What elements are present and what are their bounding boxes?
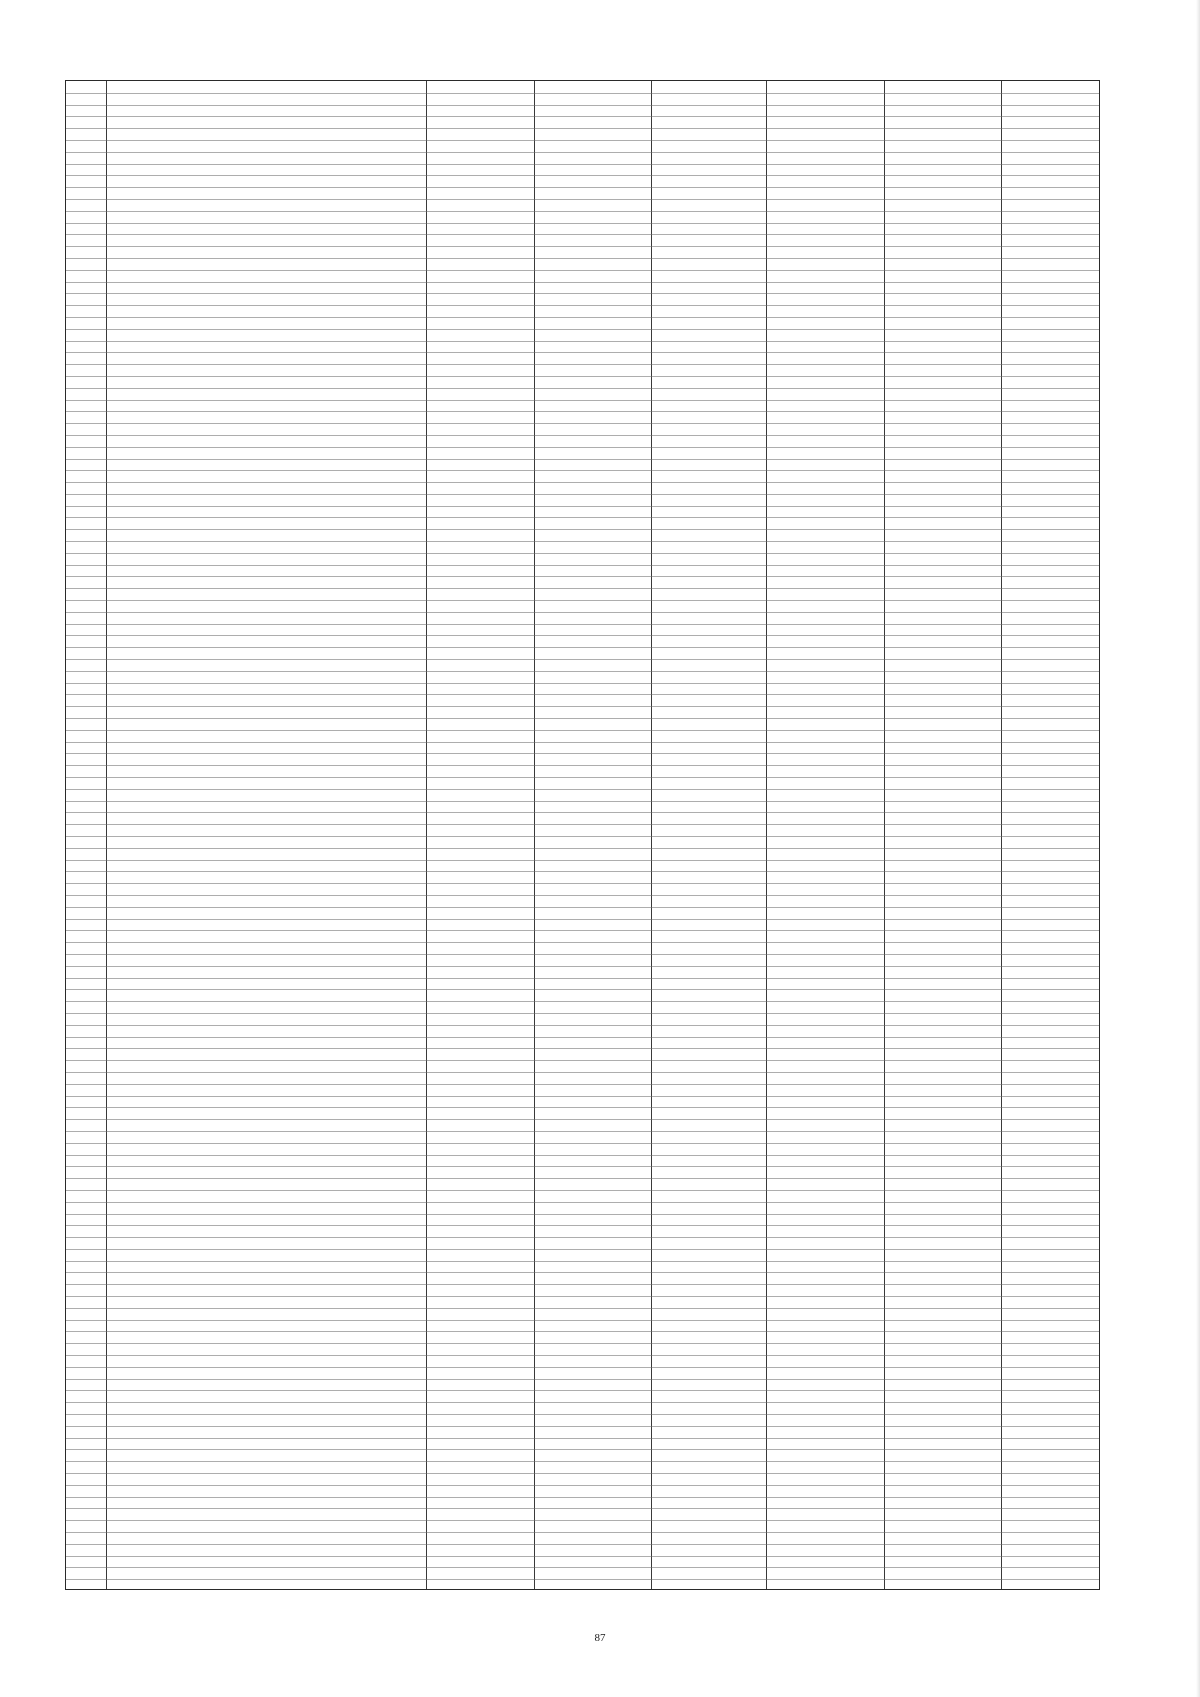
row-divider	[66, 1473, 1099, 1474]
row-divider	[66, 140, 1099, 141]
row-divider	[66, 576, 1099, 577]
row-divider	[66, 1060, 1099, 1061]
row-divider	[66, 258, 1099, 259]
column-divider	[426, 81, 427, 1589]
row-divider	[66, 1202, 1099, 1203]
row-divider	[66, 246, 1099, 247]
row-divider	[66, 1390, 1099, 1391]
row-divider	[66, 1166, 1099, 1167]
row-divider	[66, 1037, 1099, 1038]
row-divider	[66, 1237, 1099, 1238]
column-divider	[884, 81, 885, 1589]
row-divider	[66, 1107, 1099, 1108]
row-divider	[66, 1402, 1099, 1403]
row-divider	[66, 1025, 1099, 1026]
row-divider	[66, 588, 1099, 589]
table-sheet	[65, 80, 1100, 1590]
row-divider	[66, 376, 1099, 377]
row-divider	[66, 517, 1099, 518]
row-divider	[66, 1426, 1099, 1427]
row-divider	[66, 978, 1099, 979]
row-divider	[66, 1284, 1099, 1285]
row-divider	[66, 116, 1099, 117]
row-divider	[66, 1308, 1099, 1309]
row-divider	[66, 624, 1099, 625]
row-divider	[66, 871, 1099, 872]
row-divider	[66, 1296, 1099, 1297]
row-divider	[66, 506, 1099, 507]
row-divider	[66, 494, 1099, 495]
row-divider	[66, 966, 1099, 967]
row-divider	[66, 341, 1099, 342]
row-divider	[66, 305, 1099, 306]
row-divider	[66, 199, 1099, 200]
row-divider	[66, 1520, 1099, 1521]
column-divider	[1001, 81, 1002, 1589]
row-divider	[66, 742, 1099, 743]
row-divider	[66, 683, 1099, 684]
row-divider	[66, 470, 1099, 471]
row-divider	[66, 152, 1099, 153]
row-divider	[66, 777, 1099, 778]
scan-edge	[1196, 0, 1200, 1697]
row-divider	[66, 801, 1099, 802]
row-divider	[66, 423, 1099, 424]
row-divider	[66, 730, 1099, 731]
row-divider	[66, 1567, 1099, 1568]
row-divider	[66, 1143, 1099, 1144]
row-divider	[66, 989, 1099, 990]
row-divider	[66, 1084, 1099, 1085]
row-divider	[66, 706, 1099, 707]
row-divider	[66, 694, 1099, 695]
row-divider	[66, 647, 1099, 648]
row-divider	[66, 364, 1099, 365]
row-divider	[66, 388, 1099, 389]
column-divider	[534, 81, 535, 1589]
row-divider	[66, 211, 1099, 212]
row-divider	[66, 1497, 1099, 1498]
row-divider	[66, 282, 1099, 283]
row-divider	[66, 1072, 1099, 1073]
row-divider	[66, 1131, 1099, 1132]
row-divider	[66, 1214, 1099, 1215]
row-divider	[66, 860, 1099, 861]
row-divider	[66, 293, 1099, 294]
row-divider	[66, 1190, 1099, 1191]
row-divider	[66, 93, 1099, 94]
row-divider	[66, 1414, 1099, 1415]
row-divider	[66, 659, 1099, 660]
row-divider	[66, 1367, 1099, 1368]
row-divider	[66, 836, 1099, 837]
column-divider	[766, 81, 767, 1589]
row-divider	[66, 187, 1099, 188]
row-divider	[66, 824, 1099, 825]
row-divider	[66, 128, 1099, 129]
row-divider	[66, 919, 1099, 920]
row-divider	[66, 1048, 1099, 1049]
row-divider	[66, 1485, 1099, 1486]
row-divider	[66, 1261, 1099, 1262]
row-divider	[66, 1449, 1099, 1450]
row-divider	[66, 270, 1099, 271]
row-divider	[66, 883, 1099, 884]
column-divider	[106, 81, 107, 1589]
row-divider	[66, 459, 1099, 460]
row-divider	[66, 1119, 1099, 1120]
row-divider	[66, 482, 1099, 483]
row-divider	[66, 789, 1099, 790]
row-divider	[66, 635, 1099, 636]
row-divider	[66, 553, 1099, 554]
row-divider	[66, 1331, 1099, 1332]
row-divider	[66, 234, 1099, 235]
row-divider	[66, 848, 1099, 849]
row-divider	[66, 942, 1099, 943]
row-divider	[66, 447, 1099, 448]
row-divider	[66, 1343, 1099, 1344]
row-divider	[66, 1320, 1099, 1321]
row-divider	[66, 541, 1099, 542]
row-divider	[66, 600, 1099, 601]
row-divider	[66, 175, 1099, 176]
row-divider	[66, 765, 1099, 766]
row-divider	[66, 529, 1099, 530]
row-divider	[66, 1178, 1099, 1179]
row-divider	[66, 105, 1099, 106]
row-divider	[66, 223, 1099, 224]
row-divider	[66, 1225, 1099, 1226]
row-divider	[66, 612, 1099, 613]
row-divider	[66, 895, 1099, 896]
row-divider	[66, 1379, 1099, 1380]
row-divider	[66, 753, 1099, 754]
row-divider	[66, 435, 1099, 436]
row-divider	[66, 1508, 1099, 1509]
row-divider	[66, 352, 1099, 353]
row-divider	[66, 1272, 1099, 1273]
row-divider	[66, 907, 1099, 908]
page-number: 87	[594, 1632, 606, 1644]
row-divider	[66, 812, 1099, 813]
row-divider	[66, 565, 1099, 566]
row-divider	[66, 1532, 1099, 1533]
column-divider	[651, 81, 652, 1589]
row-divider	[66, 164, 1099, 165]
row-divider	[66, 671, 1099, 672]
row-divider	[66, 1249, 1099, 1250]
row-divider	[66, 317, 1099, 318]
row-divider	[66, 411, 1099, 412]
row-divider	[66, 1001, 1099, 1002]
row-divider	[66, 1556, 1099, 1557]
row-divider	[66, 329, 1099, 330]
row-divider	[66, 1579, 1099, 1580]
row-divider	[66, 954, 1099, 955]
row-divider	[66, 930, 1099, 931]
row-divider	[66, 1096, 1099, 1097]
row-divider	[66, 718, 1099, 719]
row-divider	[66, 1438, 1099, 1439]
row-divider	[66, 1013, 1099, 1014]
row-divider	[66, 400, 1099, 401]
row-divider	[66, 1461, 1099, 1462]
row-divider	[66, 1355, 1099, 1356]
row-divider	[66, 1155, 1099, 1156]
row-divider	[66, 1544, 1099, 1545]
